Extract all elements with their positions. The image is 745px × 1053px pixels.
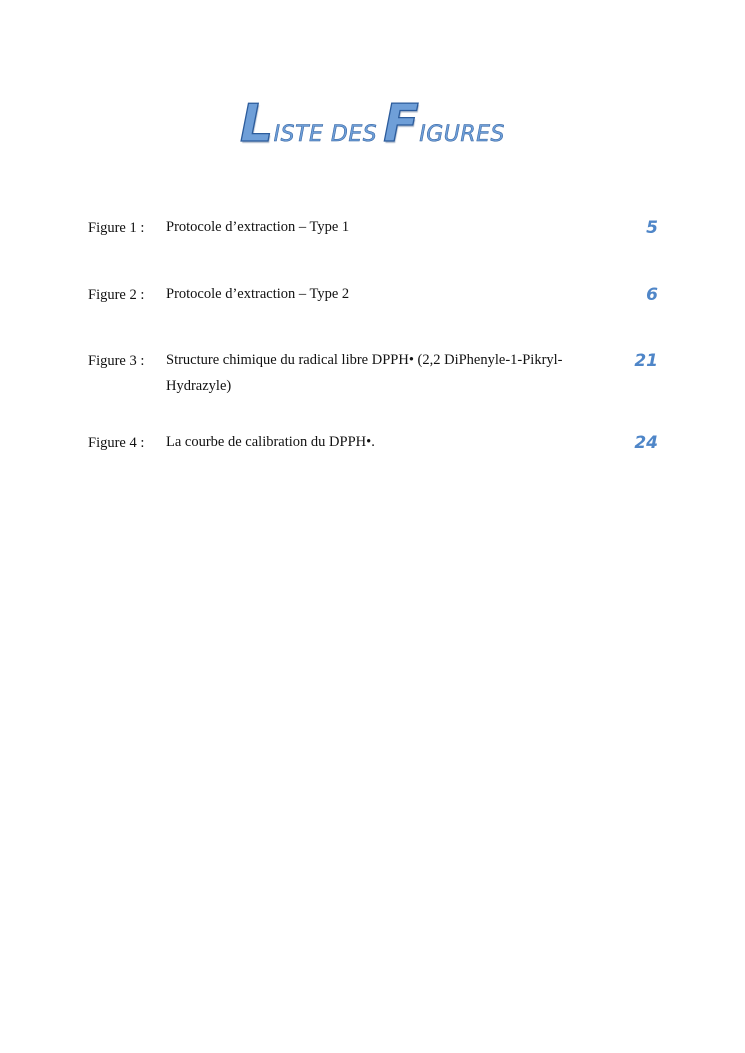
page-number: 6 — [646, 285, 658, 305]
page-title — [0, 94, 745, 154]
figure-caption: La courbe de calibration du DPPH•. — [166, 434, 375, 450]
figure-caption: Protocole d’extraction – Type 2 — [166, 286, 350, 302]
title-initial-l: L — [239, 94, 274, 154]
page-number: 21 — [634, 351, 658, 371]
figure-caption: Protocole d’extraction – Type 1 — [166, 219, 350, 235]
figure-label: Figure 4 : — [88, 435, 145, 451]
title-part-1: ISTE DES — [273, 122, 378, 147]
page-number: 24 — [634, 433, 658, 453]
figure-label: Figure 2 : — [88, 287, 145, 303]
title-part-2: IGURES — [419, 122, 506, 147]
figure-label: Figure 1 : — [88, 220, 145, 236]
page-number: 5 — [646, 218, 658, 238]
figure-caption: Structure chimique du radical libre DPPH• (2,2 DiPhenyle-1-Pikryl-Hydrazyle) — [166, 352, 563, 394]
figure-label: Figure 3 : — [88, 353, 145, 369]
title-initial-f: F — [383, 94, 420, 154]
